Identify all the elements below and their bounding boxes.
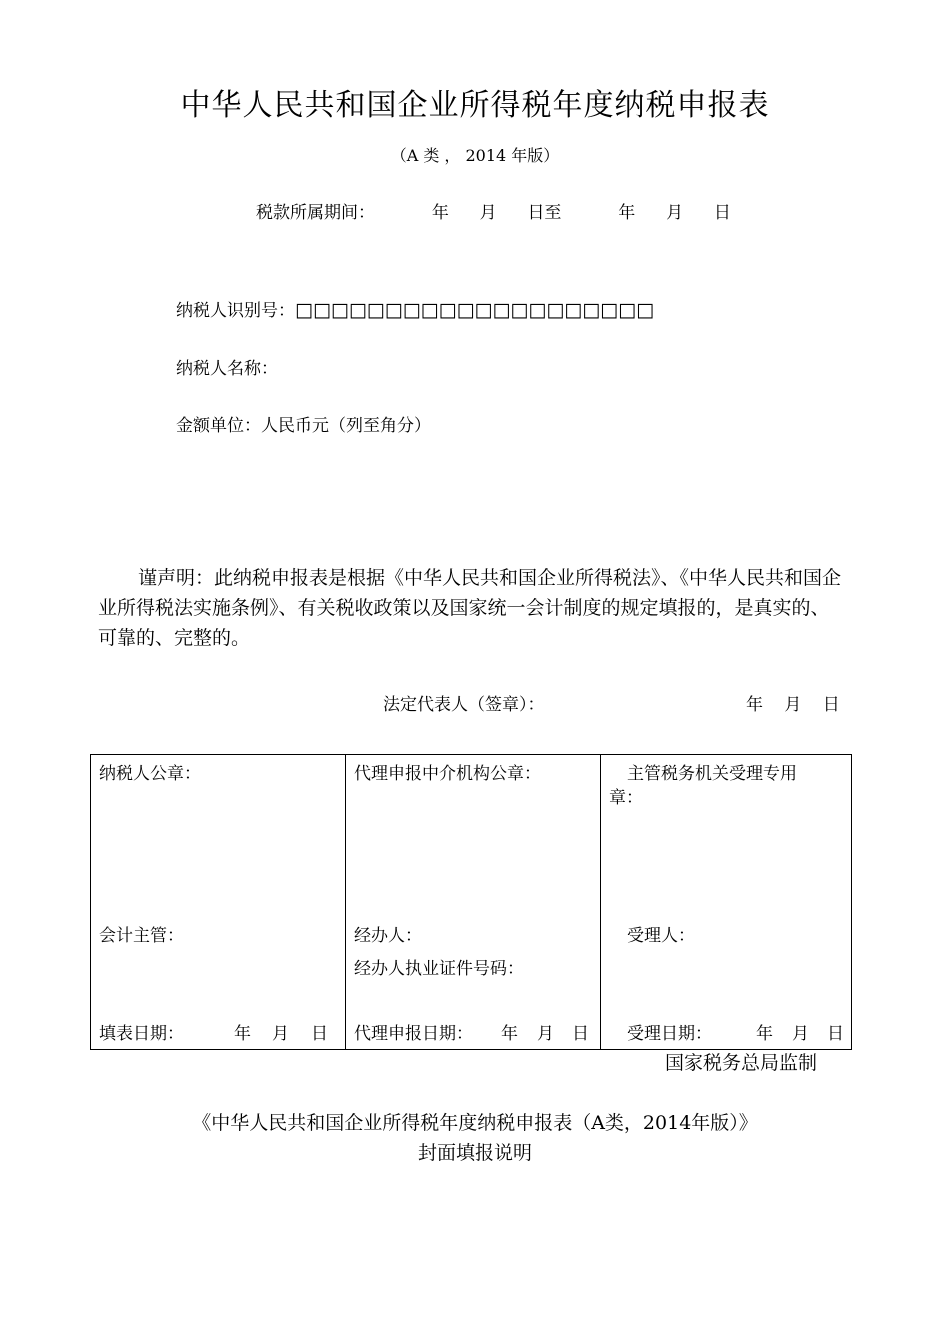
- agent-stamp-cell[interactable]: [346, 755, 601, 1050]
- agent-date-year: 年: [501, 1024, 518, 1044]
- supervisor-note: 国家税务总局监制: [665, 1052, 818, 1074]
- tax-period-row: [256, 198, 731, 223]
- tax-authority-stamp-cell[interactable]: [601, 755, 852, 1050]
- form-title: 中华人民共和国企业所得税年度纳税申报表: [180, 88, 770, 123]
- period-to-day: 日: [713, 203, 731, 223]
- stamp-table: [90, 754, 852, 1050]
- amount-unit-label: 金额单位：人民币元（列至角分）: [176, 416, 431, 436]
- receive-date-day: 日: [827, 1024, 844, 1044]
- taxpayer-stamp-cell[interactable]: [91, 755, 346, 1050]
- receive-date-month: 月: [792, 1024, 809, 1044]
- declaration-text: 谨声明：此纳税申报表是根据《中华人民共和国企业所得税法》、《中华人民共和国企业所得税法实施条例》、有关税收政策以及国家统一会计制度的规定填报的，是真实的、可靠的、完整的。: [98, 567, 842, 649]
- taxpayer-seal-label: 纳税人公章：: [99, 764, 201, 784]
- tax-period-label: 税款所属期间：: [256, 203, 375, 223]
- agent-date-month: 月: [537, 1024, 554, 1044]
- agent-date-day: 日: [572, 1024, 589, 1044]
- taxpayer-id-boxes[interactable]: □□□□□□□□□□□□□□□□□□□□: [295, 299, 655, 321]
- taxpayer-id-label: 纳税人识别号：: [176, 301, 295, 321]
- agent-cert-number-label: 经办人执业证件号码：: [354, 959, 524, 979]
- fill-date-day: 日: [311, 1024, 328, 1044]
- agent-date-label: 代理申报日期：: [354, 1024, 473, 1044]
- period-from-year: 年: [431, 203, 449, 223]
- legal-rep-signature-label: 法定代表人（签章）：: [383, 695, 545, 715]
- taxpayer-name-label: 纳税人名称：: [176, 359, 278, 379]
- legal-rep-signature-date: 年 月 日: [746, 695, 840, 715]
- taxpayer-id-row: [176, 296, 654, 321]
- fill-date-month: 月: [272, 1024, 289, 1044]
- receiver-label: 受理人：: [627, 926, 695, 946]
- period-from-day-to: 日至: [527, 203, 562, 223]
- fill-date-year: 年: [234, 1024, 251, 1044]
- form-subtitle: （A 类 ， 2014 年版）: [390, 146, 560, 165]
- instructions-subtitle: 封面填报说明: [417, 1142, 532, 1164]
- agent-handler-label: 经办人：: [354, 926, 422, 946]
- tax-authority-seal-label-cont: 章：: [609, 788, 643, 808]
- tax-authority-seal-label: 主管税务机关受理专用: [627, 764, 797, 784]
- receive-date-label: 受理日期：: [627, 1024, 712, 1044]
- agent-seal-label: 代理申报中介机构公章：: [354, 764, 541, 784]
- accountant-label: 会计主管：: [99, 926, 184, 946]
- fill-date-label: 填表日期：: [99, 1024, 184, 1044]
- period-from-month: 月: [479, 203, 497, 223]
- receive-date-year: 年: [756, 1024, 773, 1044]
- instructions-title: 《中华人民共和国企业所得税年度纳税申报表（A类，2014年版）》: [192, 1112, 758, 1134]
- period-to-month: 月: [666, 203, 684, 223]
- period-to-year: 年: [618, 203, 636, 223]
